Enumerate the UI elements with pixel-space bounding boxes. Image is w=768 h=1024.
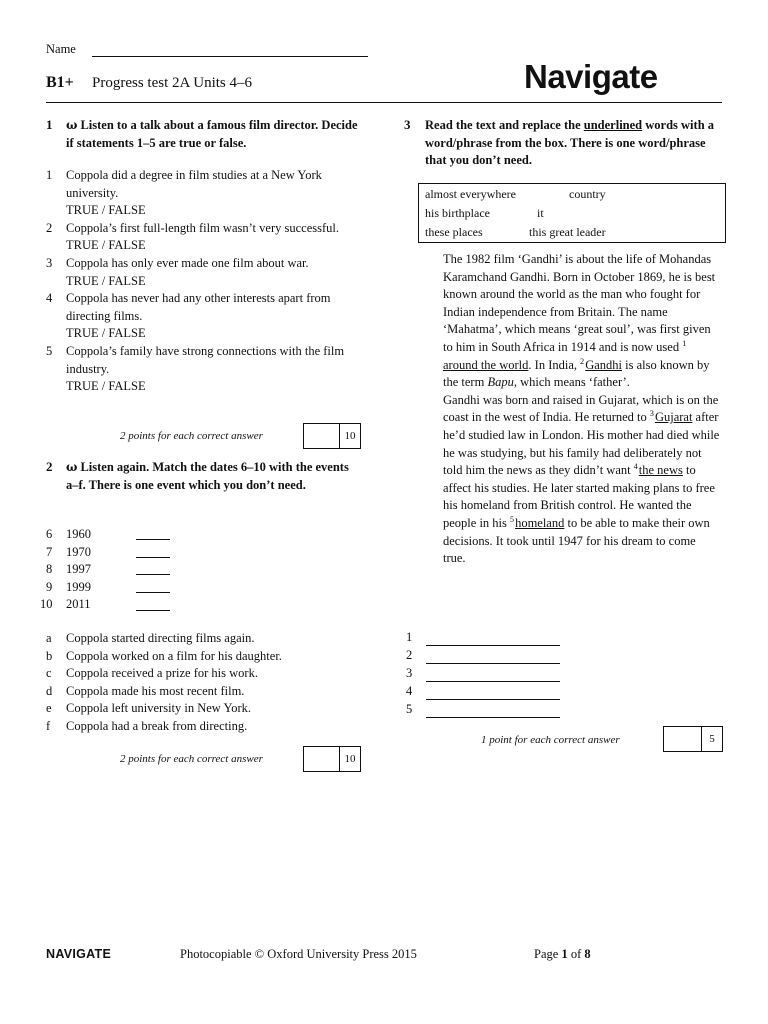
- list-item: c Coppola received a prize for his work.: [46, 666, 258, 681]
- list-item: d Coppola made his most recent film.: [46, 683, 245, 698]
- true-false-answer[interactable]: TRUE / FALSE: [66, 326, 146, 341]
- score-total: 10: [344, 753, 356, 765]
- list-item: 5 Coppola’s family have strong connections with the film industry. TRUE / FALSE: [46, 343, 345, 394]
- name-field[interactable]: [92, 56, 368, 57]
- question-3: [404, 117, 720, 170]
- underlined-phrase: Gujarat: [654, 410, 693, 425]
- question-number: 2: [46, 459, 53, 474]
- list-item: 9 1999: [40, 579, 240, 597]
- q2-events: [46, 630, 362, 736]
- passage-paragraph: The 1982 film ‘Gandhi’ is about the life of Mohandas Karamchand Gandhi. Born in October 1869, he is best known around the world as the man who fought for Indian independence from Britain. The name ‘Mahatma’, which means ‘great soul’, was first given to him in South Africa in 1914 and is now used $^1$ around the world. In India, $^2$ Gandhi is also known by the term Bapu, which means ‘father’.: [443, 252, 716, 390]
- page-number: Page 1 of 8: [534, 947, 591, 961]
- q3-answers: [406, 628, 606, 718]
- answer-line[interactable]: [426, 669, 560, 682]
- page-title: Progress test 2A Units 4–6: [92, 75, 253, 91]
- score-box: [663, 726, 723, 752]
- score-entry[interactable]: [664, 727, 702, 751]
- box-word: almost everywhere: [425, 187, 516, 201]
- score-entry[interactable]: [304, 747, 340, 771]
- list-item: 2 Coppola’s first full-length film wasn’t very successful. TRUE / FALSE: [46, 220, 339, 253]
- underlined-phrase: homeland: [515, 515, 565, 530]
- score-entry[interactable]: [304, 424, 340, 448]
- list-item: 6 1960: [40, 526, 240, 544]
- score-total: 5: [709, 733, 715, 745]
- audio-icon: ω: [66, 460, 78, 474]
- answer-line[interactable]: [426, 705, 560, 718]
- true-false-answer[interactable]: TRUE / FALSE: [66, 379, 146, 394]
- answer-blank[interactable]: [136, 547, 170, 558]
- list-item: 3: [406, 664, 606, 682]
- answer-line[interactable]: [426, 651, 560, 664]
- list-item: e Coppola left university in New York.: [46, 701, 252, 716]
- list-item: 2: [406, 646, 606, 664]
- word-box: [418, 183, 726, 243]
- box-word: it: [537, 206, 544, 220]
- reading-passage: [443, 251, 721, 568]
- level-label: B1+: [46, 74, 74, 91]
- underlined-phrase: around the world: [443, 357, 529, 372]
- list-item: b Coppola worked on a film for his daughter.: [46, 648, 282, 663]
- list-item: 10 2011: [40, 596, 240, 614]
- question-instruction: Read the text and replace the underlined words with a word/phrase from the box. There is one word/phrase that you don’t need.: [425, 118, 715, 167]
- score-note: 2 points for each correct answer: [120, 753, 263, 765]
- question-instruction: ω Listen again. Match the dates 6–10 with the events a–f. There is one event which you don’t need.: [66, 460, 349, 492]
- question-instruction: ω Listen to a talk about a famous film director. Decide if statements 1–5 are true or false.: [66, 118, 358, 150]
- list-item: 8 1997: [40, 561, 240, 579]
- q1-statements: [46, 167, 362, 396]
- true-false-answer[interactable]: TRUE / FALSE: [66, 238, 146, 253]
- answer-blank[interactable]: [136, 529, 170, 540]
- footer-copyright: Photocopiable © Oxford University Press 2015: [180, 947, 417, 961]
- list-item: 4: [406, 682, 606, 700]
- score-total: 10: [344, 430, 356, 442]
- list-item: f Coppola had a break from directing.: [46, 718, 248, 733]
- list-item: 4 Coppola has never had any other interests apart from directing films. TRUE / FALSE: [46, 291, 331, 341]
- answer-line[interactable]: [426, 633, 560, 646]
- underlined-phrase: the news: [638, 463, 683, 478]
- navigate-logo: Navigate: [524, 58, 658, 95]
- score-box: [303, 423, 361, 449]
- answer-line[interactable]: [426, 687, 560, 700]
- list-item: 5: [406, 700, 606, 718]
- list-item: a Coppola started directing films again.: [46, 631, 255, 645]
- footer-brand: NAVIGATE: [46, 947, 112, 961]
- score-box: [303, 746, 361, 772]
- box-word: country: [569, 187, 606, 201]
- audio-icon: ω: [66, 118, 78, 132]
- score-note: 1 point for each correct answer: [481, 734, 620, 746]
- box-word: these places: [425, 225, 483, 239]
- question-1: [46, 117, 362, 152]
- header-divider: [46, 102, 722, 103]
- box-word: this great leader: [529, 225, 606, 239]
- question-2: [46, 459, 362, 494]
- question-number: 3: [404, 117, 411, 132]
- answer-blank[interactable]: [136, 600, 170, 611]
- score-note: 2 points for each correct answer: [120, 430, 263, 442]
- true-false-answer[interactable]: TRUE / FALSE: [66, 273, 146, 288]
- underlined-phrase: Gandhi: [585, 357, 622, 372]
- box-word: his birthplace: [425, 206, 490, 220]
- true-false-answer[interactable]: TRUE / FALSE: [66, 203, 146, 218]
- name-label: Name: [46, 42, 76, 56]
- list-item: 7 1970: [40, 544, 240, 562]
- answer-blank[interactable]: [136, 564, 170, 575]
- answer-blank[interactable]: [136, 582, 170, 593]
- q2-dates: [40, 526, 240, 614]
- list-item: 3 Coppola has only ever made one film about war. TRUE / FALSE: [46, 255, 309, 288]
- passage-paragraph: Gandhi was born and raised in Gujarat, which is on the coast in the west of India. He returned to $^3$ Gujarat after he’d studied law in London. His mother had died while he was studying, but his family had deliberately not told him the news as they didn’t want $^4$ the news to affect his studies. He later started making plans to free his homeland from British control. He wanted the people in his $^5$ homeland to be able to make their own decisions. It took until 1947 for his dream to come true.: [443, 392, 720, 566]
- list-item: 1 Coppola did a degree in film studies at a New York university. TRUE / FALSE: [46, 168, 322, 218]
- question-number: 1: [46, 117, 53, 132]
- list-item: 1: [406, 628, 606, 646]
